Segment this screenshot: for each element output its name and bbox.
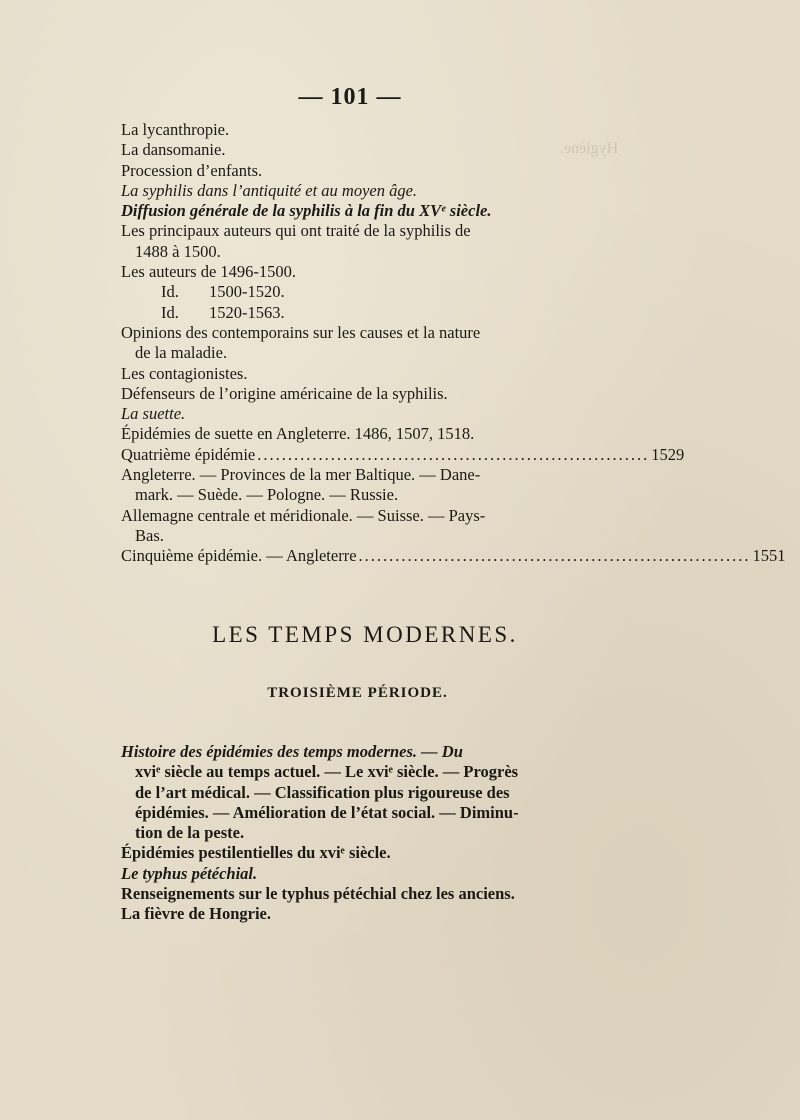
- toc-entry: Procession d’enfants.: [121, 160, 263, 180]
- ditto-label: Id.: [161, 302, 179, 322]
- toc-entry: Diffusion générale de la syphilis à la fin du XVᵉ siècle.: [121, 201, 492, 221]
- toc-entry: Angleterre. — Provinces de la mer Baltique. — Dane-: [121, 465, 481, 485]
- toc-entry: Renseignements sur le typhus pétéchial chez les anciens.: [121, 884, 515, 904]
- page-reference: 1529: [651, 444, 685, 464]
- toc-entry: épidémies. — Amélioration de l’état social. — Diminu-: [135, 802, 519, 822]
- toc-entry-with-page: [121, 546, 786, 566]
- toc-entry: La dansomanie.: [121, 140, 226, 160]
- toc-entry: Histoire des épidémies des temps modernes. — Du: [121, 742, 463, 761]
- toc-entry: de la maladie.: [135, 343, 228, 363]
- toc-entry: tion de la peste.: [135, 823, 245, 843]
- toc-entry: La syphilis dans l’antiquité et au moyen âge.: [121, 180, 418, 200]
- section-title: LES TEMPS MODERNES.: [212, 622, 518, 647]
- year-range: 1500-1520.: [209, 282, 285, 302]
- toc-entry: Les contagionistes.: [121, 363, 248, 383]
- toc-entry: mark. — Suède. — Pologne. — Russie.: [135, 485, 399, 505]
- toc-entry: Le typhus pétéchial.: [121, 863, 258, 883]
- toc-entry-label: Cinquième épidémie. — Angleterre: [121, 546, 357, 566]
- toc-entry: Les auteurs de 1496-1500.: [121, 262, 297, 282]
- leader-dots: ................................................................: [257, 444, 650, 464]
- toc-entry: de l’art médical. — Classification plus rigoureuse des: [135, 782, 510, 802]
- bleed-through-text: Hygiène.: [560, 140, 619, 157]
- toc-entry: Allemagne centrale et méridionale. — Suisse. — Pays-: [121, 505, 486, 525]
- toc-entry: [121, 303, 521, 323]
- toc-entry: La suette.: [121, 404, 186, 424]
- toc-entry-with-page: [121, 444, 685, 465]
- toc-entry: Défenseurs de l’origine américaine de la syphilis.: [121, 383, 448, 403]
- contents-list-bottom: [121, 742, 521, 925]
- toc-entry: Opinions des contemporains sur les causes et la nature: [121, 322, 481, 342]
- leader-dots: ................................................................: [358, 546, 751, 566]
- toc-entry: Épidémies de suette en Angleterre. 1486, 1507, 1518.: [121, 424, 475, 444]
- period-title: TROISIÈME PÉRIODE.: [267, 685, 448, 701]
- toc-entry: [121, 282, 521, 302]
- toc-entry: Les principaux auteurs qui ont traité de la syphilis de: [121, 221, 471, 241]
- year-range: 1520-1563.: [209, 302, 285, 322]
- toc-entry: La lycanthropie.: [121, 120, 230, 139]
- page-reference: 1551: [752, 546, 786, 566]
- toc-entry-label: Quatrième épidémie: [121, 444, 256, 464]
- toc-entry: xviᵉ siècle au temps actuel. — Le xviᵉ siècle. — Progrès: [135, 762, 519, 782]
- ditto-label: Id.: [161, 282, 179, 302]
- page-number: — 101 —: [298, 84, 402, 110]
- toc-entry: Épidémies pestilentielles du xviᵉ siècle.: [121, 843, 391, 863]
- toc-entry: La fièvre de Hongrie.: [121, 904, 271, 924]
- toc-entry: Bas.: [135, 525, 164, 545]
- toc-entry: 1488 à 1500.: [135, 241, 221, 261]
